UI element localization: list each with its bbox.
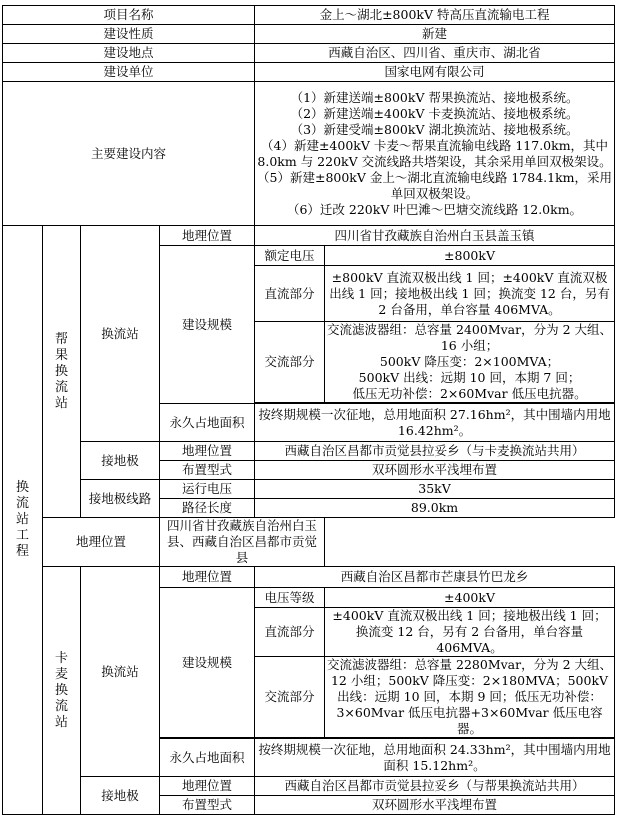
- bangguo-dc-label: 直流部分: [255, 266, 325, 322]
- bangguo-scale-label: 建设规模: [160, 246, 255, 404]
- content-item: （6）迁改 220kV 叶巴滩～巴塘交流线路 12.0km。: [286, 201, 583, 217]
- table-row: [3, 480, 615, 499]
- table-row: [3, 518, 615, 567]
- project-name-value: 金上～湖北±800kV 特高压直流输电工程: [255, 6, 615, 25]
- kamai-dc-value: ±400kV 直流双极出线 1 回；接地极出线 1 回；换流变 12 台，另有 2 台备用，单台容量 406MVA。: [325, 608, 615, 657]
- content-item: （1）新建送端±800kV 帮果换流站、接地极系统。: [290, 89, 579, 105]
- table-row: [3, 6, 615, 25]
- bangguo-electrode-geo-value: 西藏自治区昌都市贡觉县拉妥乡（与卡麦换流站共用）: [255, 442, 615, 461]
- bangguo-ac-label: 交流部分: [255, 322, 325, 403]
- bangguo-rated-voltage-value: ±800kV: [325, 246, 615, 266]
- bangguo-station-label: 帮果换流站: [43, 226, 81, 518]
- project-unit-value: 国家电网有限公司: [255, 63, 615, 82]
- table-row: [3, 63, 615, 82]
- table-row: [3, 82, 615, 226]
- bangguo-line-length-label: 路径长度: [160, 499, 255, 518]
- kamai-station-label: 卡麦换流站: [43, 567, 81, 815]
- bangguo-line-length-value: 89.0km: [255, 499, 615, 518]
- kamai-voltage-level-label: 电压等级: [255, 588, 325, 608]
- content-item: （4）新建±400kV 卡麦～帮果直流输电线路 117.0km，其中 8.0km 与 220kV 交流线路共塔架设，其余采用单回双极架设。: [257, 137, 612, 169]
- table-row: [3, 567, 615, 588]
- kamai-electrode-layout-value: 双环圆形水平浅埋布置: [255, 796, 615, 815]
- kamai-voltage-level-value: ±400kV: [325, 588, 615, 608]
- project-location-label: 建设地点: [3, 44, 255, 63]
- content-item: （2）新建送端±400kV 卡麦换流站、接地极系统。: [290, 105, 579, 121]
- kamai-geo-value: 西藏自治区昌都市芒康县竹巴龙乡: [255, 567, 615, 588]
- kamai-dc-label: 直流部分: [255, 608, 325, 657]
- bangguo-line-voltage-label: 运行电压: [160, 480, 255, 499]
- converter-section-label: 换流站工程: [3, 226, 43, 815]
- project-location-value: 西藏自治区、四川省、重庆市、湖北省: [255, 44, 615, 63]
- bangguo-land-label: 永久占地面积: [160, 404, 255, 442]
- table-row: [3, 44, 615, 63]
- bangguo-line-voltage-value: 35kV: [255, 480, 615, 499]
- kamai-ac-value: 交流滤波器组：总容量 2280Mvar，分为 2 大组、12 小组；500kV 降压变：2×180MVA；500kV 出线：远期 10 回，本期 9 回；低压无功补偿：3×60Mvar 低压电抗器+3×60Mvar 低压电容器。: [325, 657, 615, 738]
- project-name-label: 项目名称: [3, 6, 255, 25]
- project-nature-label: 建设性质: [3, 25, 255, 44]
- kamai-geo-label: 地理位置: [160, 567, 255, 588]
- kamai-scale-label: 建设规模: [160, 588, 255, 738]
- kamai-electrode-layout-label: 布置型式: [160, 796, 255, 815]
- bangguo-geo-label: 地理位置: [160, 226, 255, 246]
- bangguo-land-value: 按终期规模一次征地，总用地面积 27.16hm²，其中围墙内用地 16.42hm²。: [255, 404, 615, 442]
- project-nature-value: 新建: [255, 25, 615, 44]
- table-row: [3, 777, 615, 796]
- table-row: [3, 442, 615, 461]
- bangguo-electrode-layout-value: 双环圆形水平浅埋布置: [255, 461, 615, 480]
- main-content-label: 主要建设内容: [3, 82, 255, 226]
- ac-line: 500kV 降压变：2×100MVA；: [379, 354, 560, 369]
- bangguo-line-geo-label: 地理位置: [43, 518, 160, 567]
- kamai-electrode-geo-value: 西藏自治区昌都市贡觉县拉妥乡（与帮果换流站共用）: [255, 777, 615, 796]
- content-item: （3）新建受端±800kV 湖北换流站、接地极系统。: [290, 121, 579, 137]
- bangguo-line-label: 接地极线路: [81, 480, 160, 518]
- bangguo-electrode-geo-label: 地理位置: [160, 442, 255, 461]
- ac-line: 低压无功补偿：2×60Mvar 低压电抗器。: [352, 386, 587, 401]
- main-content-list: [255, 82, 615, 226]
- bangguo-electrode-label: 接地极: [81, 442, 160, 480]
- project-table: [2, 5, 615, 815]
- table-row: [3, 25, 615, 44]
- bangguo-electrode-layout-label: 布置型式: [160, 461, 255, 480]
- kamai-land-value: 按终期规模一次征地，总用地面积 24.33hm²，其中围墙内用地面积 15.12hm²。: [255, 739, 615, 777]
- ac-line: 交流滤波器组：总容量 2400Mvar，分为 2 大组、16 小组；: [327, 322, 613, 353]
- kamai-ac-label: 交流部分: [255, 657, 325, 738]
- ac-line: 500kV 出线：远期 10 回，本期 7 回；: [358, 370, 581, 385]
- table-row: [3, 226, 615, 246]
- kamai-electrode-label: 接地极: [81, 777, 160, 815]
- bangguo-line-geo-value: 四川省甘孜藏族自治州白玉县、西藏自治区昌都市贡觉县: [160, 518, 325, 567]
- bangguo-ac-value: [325, 322, 615, 403]
- content-item: （5）新建±800kV 金上～湖北直流输电线路 1784.1km，采用单回双极架设。: [257, 169, 613, 201]
- bangguo-rated-voltage-label: 额定电压: [255, 246, 325, 266]
- bangguo-geo-value: 四川省甘孜藏族自治州白玉县盖玉镇: [255, 226, 615, 246]
- kamai-station-sublabel: 换流站: [81, 567, 160, 777]
- bangguo-dc-value: ±800kV 直流双极出线 1 回；±400kV 直流双极出线 1 回；接地极出线 1 回；换流变 12 台，另有 2 台备用，单台容量 406MVA。: [325, 266, 615, 322]
- project-unit-label: 建设单位: [3, 63, 255, 82]
- kamai-electrode-geo-label: 地理位置: [160, 777, 255, 796]
- kamai-land-label: 永久占地面积: [160, 739, 255, 777]
- bangguo-station-sublabel: 换流站: [81, 226, 160, 442]
